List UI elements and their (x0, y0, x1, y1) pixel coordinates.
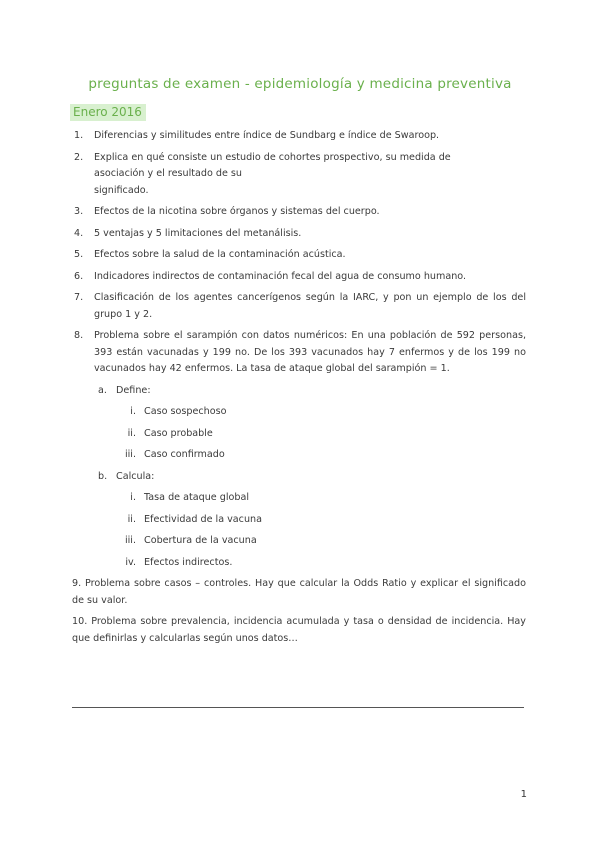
sublist-item-calcula (72, 469, 526, 486)
subsub-text: Efectos indirectos. (144, 556, 233, 568)
subsub-text: Caso probable (144, 427, 213, 439)
subsub-item (72, 555, 526, 572)
subsub-item (72, 447, 526, 464)
list-item (72, 204, 526, 221)
list-item (72, 269, 526, 286)
list-item (72, 290, 526, 323)
subsub-text: Caso confirmado (144, 449, 225, 460)
subsub-text: Tasa de ataque global (144, 492, 250, 503)
question-list (72, 128, 526, 652)
item-number: 5. (74, 249, 84, 260)
item-text: Indicadores indirectos de contaminación fecal del agua de consumo humano. (94, 270, 467, 282)
item-text: Efectos de la nicotina sobre órganos y sistemas del cuerpo. (94, 206, 380, 217)
subsub-number: iii. (124, 449, 136, 460)
subsub-item (72, 426, 526, 443)
paragraph-question-10: 10. Problema sobre prevalencia, incidencia acumulada y tasa o densidad de incidencia. Hay que definirlas y calcularlas según unos datos… (72, 616, 526, 644)
item-text: Diferencias y similitudes entre índice de Sundbarg e índice de Swaroop. (94, 130, 440, 141)
item-number: 6. (74, 270, 84, 282)
subsub-item (72, 533, 526, 550)
item-text-line: asociación y el resultado de su (94, 168, 243, 179)
item-number: 8. (74, 330, 84, 341)
item-number: 2. (74, 151, 84, 163)
list-item (72, 247, 526, 264)
item-text: Problema sobre el sarampión con datos numéricos: En una población de 592 personas, 393 están vacunadas y 199 no. De los 393 vacunados hay 7 enfermos y de los 199 no vacunados hay 42 enfermos. La tasa de ataque global del sarampión = 1. (94, 330, 526, 374)
subsub-text: Caso sospechoso (144, 406, 227, 417)
section-heading: Enero 2016 (70, 104, 146, 121)
item-number: 1. (74, 130, 84, 141)
item-text: 5 ventajas y 5 limitaciones del metanálisis. (94, 227, 302, 239)
subsub-number: iii. (124, 535, 136, 546)
subsub-item (72, 404, 526, 421)
sublist-item-define (72, 383, 526, 400)
item-number: 4. (74, 227, 84, 239)
item-text-line: Explica en qué consiste un estudio de cohortes prospectivo, su medida de (94, 151, 451, 163)
subsub-number: ii. (127, 427, 136, 439)
sub-label: Calcula: (116, 470, 155, 482)
page-title: preguntas de examen - epidemiología y medicina preventiva (88, 76, 512, 92)
item-text: Efectos sobre la salud de la contaminación acústica. (94, 249, 346, 260)
subsub-number: iv. (125, 556, 136, 568)
subsub-number: i. (130, 492, 136, 503)
subsub-text: Efectividad de la vacuna (144, 513, 263, 525)
sub-number: a. (98, 384, 107, 396)
item-text-line: significado. (94, 184, 149, 196)
subsub-item (72, 490, 526, 507)
page-number: 1 (520, 789, 527, 800)
list-item (72, 128, 526, 145)
subsub-item (72, 512, 526, 529)
list-item (72, 328, 526, 378)
sub-number: b. (98, 470, 108, 482)
sub-label: Define: (116, 384, 151, 396)
list-item (72, 150, 526, 200)
item-text: Clasificación de los agentes cancerígenos según la IARC, y pon un ejemplo de los del grupo 1 y 2. (94, 292, 526, 320)
paragraph-question-9: 9. Problema sobre casos – controles. Hay que calcular la Odds Ratio y explicar el significado de su valor. (72, 578, 526, 606)
item-number: 7. (74, 292, 84, 303)
footer-divider (72, 707, 524, 708)
subsub-text: Cobertura de la vacuna (144, 535, 257, 546)
subsub-number: ii. (127, 513, 136, 525)
item-number: 3. (74, 206, 84, 217)
subsub-number: i. (130, 406, 136, 417)
list-item (72, 226, 526, 243)
